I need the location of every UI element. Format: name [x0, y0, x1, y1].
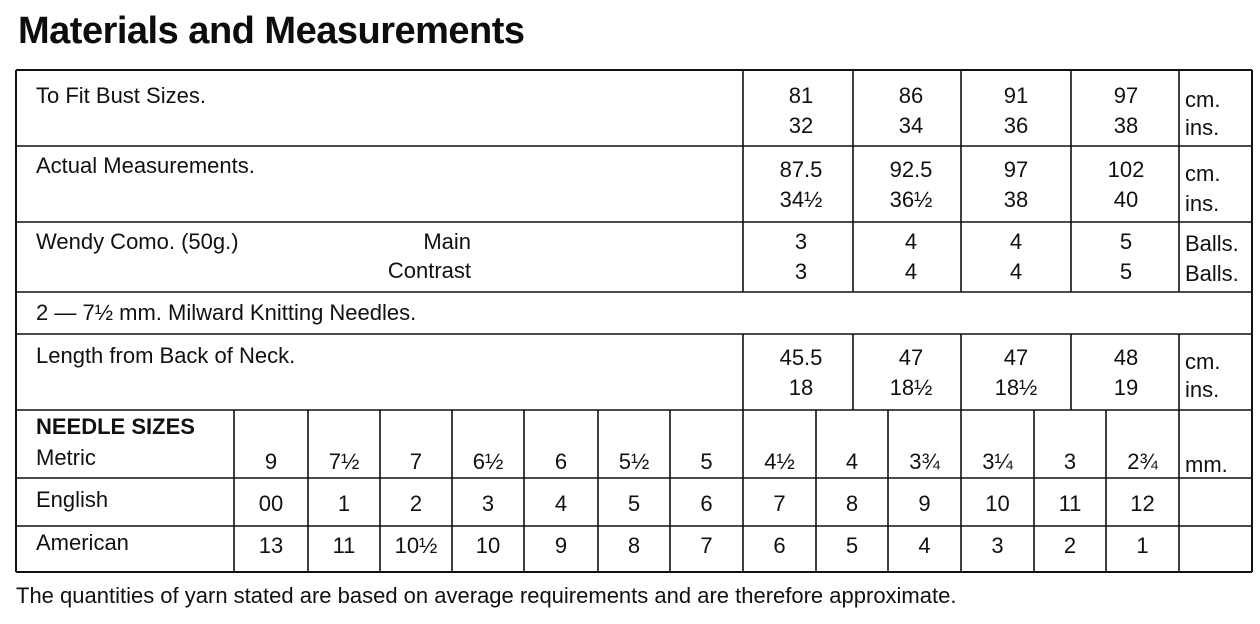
- yarn-contrast-2: 4: [904, 259, 918, 284]
- length-label: Length from Back of Neck.: [36, 343, 296, 368]
- actual-cm-3: 97: [1003, 157, 1029, 182]
- needle-metric-10: 3¾: [909, 449, 940, 474]
- needle-american-13: 1: [1136, 533, 1149, 558]
- yarn-contrast-1: 3: [794, 259, 808, 284]
- actual-unit-ins: ins.: [1185, 191, 1220, 216]
- length-unit-cm: cm.: [1185, 349, 1221, 374]
- materials-table: [16, 70, 1252, 572]
- yarn-main-3: 4: [1009, 229, 1023, 254]
- needle-english-13: 12: [1130, 491, 1155, 516]
- needle-english-8: 7: [773, 491, 786, 516]
- needle-metric-11: 3¼: [982, 449, 1013, 474]
- needle-metric-12: 3: [1063, 449, 1077, 474]
- yarn-unit-contrast: Balls.: [1185, 261, 1239, 286]
- bust-cm-1: 81: [788, 83, 814, 108]
- needle-metric-9: 4: [845, 449, 859, 474]
- bust-ins-2: 34: [898, 113, 924, 138]
- bust-cm-2: 86: [898, 83, 924, 108]
- length-cm-3: 47: [1003, 345, 1029, 370]
- page-title: Materials and Measurements: [18, 10, 525, 52]
- bust-sizes-label: To Fit Bust Sizes.: [36, 83, 206, 108]
- needle-american-7: 7: [700, 533, 713, 558]
- needle-metric-13: 2¾: [1127, 449, 1158, 474]
- needle-metric-1: 9: [264, 449, 278, 474]
- needle-metric-3: 7: [409, 449, 423, 474]
- length-ins-1: 18: [788, 375, 814, 400]
- needle-english-10: 9: [918, 491, 931, 516]
- bust-cm-4: 97: [1113, 83, 1139, 108]
- length-cm-4: 48: [1113, 345, 1139, 370]
- yarn-contrast-label: Contrast: [387, 258, 471, 283]
- needle-english-11: 10: [985, 491, 1010, 516]
- bust-ins-3: 36: [1003, 113, 1029, 138]
- needle-metric-4: 6½: [472, 449, 504, 474]
- needle-english-6: 5: [627, 491, 641, 516]
- needle-english-7: 6: [700, 491, 713, 516]
- needle-english-4: 3: [481, 491, 495, 516]
- yarn-main-1: 3: [794, 229, 808, 254]
- needle-english-3: 2: [409, 491, 423, 516]
- needle-american-2: 11: [332, 533, 356, 558]
- actual-ins-3: 38: [1003, 187, 1029, 212]
- needle-metric-8: 4½: [764, 449, 795, 474]
- needle-english-1: 00: [258, 491, 284, 516]
- length-unit-ins: ins.: [1185, 377, 1220, 402]
- yarn-main-label: Main: [423, 229, 471, 254]
- yarn-main-2: 4: [904, 229, 918, 254]
- needle-american-6: 8: [627, 533, 641, 558]
- bust-unit-ins: ins.: [1185, 115, 1220, 140]
- actual-cm-4: 102: [1107, 157, 1145, 182]
- needle-american-4: 10: [475, 533, 501, 558]
- actual-cm-2: 92.5: [889, 157, 933, 182]
- length-cm-2: 47: [898, 345, 924, 370]
- needle-american-12: 2: [1063, 533, 1077, 558]
- bust-ins-4: 38: [1113, 113, 1139, 138]
- needle-english-label: English: [36, 487, 109, 512]
- needle-sizes-title: NEEDLE SIZES: [36, 414, 195, 439]
- needle-english-2: 1: [337, 491, 351, 516]
- needle-american-label: American: [36, 530, 129, 555]
- needle-metric-7: 5: [700, 449, 713, 474]
- bust-ins-1: 32: [788, 113, 814, 138]
- bust-unit-cm: cm.: [1185, 87, 1221, 112]
- needle-metric-unit: mm.: [1185, 452, 1228, 477]
- needle-american-1: 13: [258, 533, 284, 558]
- needle-english-9: 8: [845, 491, 859, 516]
- needle-american-9: 5: [845, 533, 859, 558]
- length-ins-3: 18½: [994, 375, 1038, 400]
- needle-american-3: 10½: [394, 533, 438, 558]
- length-ins-4: 19: [1113, 375, 1139, 400]
- actual-unit-cm: cm.: [1185, 161, 1221, 186]
- needle-american-8: 6: [773, 533, 786, 558]
- yarn-main-4: 5: [1119, 229, 1133, 254]
- needle-american-5: 9: [554, 533, 568, 558]
- actual-cm-1: 87.5: [779, 157, 823, 182]
- bust-cm-3: 91: [1003, 83, 1029, 108]
- footnote: The quantities of yarn stated are based on average requirements and are therefore approximate.: [16, 583, 957, 608]
- needle-american-11: 3: [991, 533, 1004, 558]
- yarn-unit-main: Balls.: [1185, 231, 1239, 256]
- needle-metric-5: 6: [554, 449, 568, 474]
- actual-ins-1: 34½: [779, 187, 823, 212]
- yarn-contrast-3: 4: [1009, 259, 1023, 284]
- actual-measurements-label: Actual Measurements.: [36, 153, 255, 178]
- length-cm-1: 45.5: [779, 345, 823, 370]
- yarn-label: Wendy Como. (50g.): [36, 229, 239, 254]
- needle-english-5: 4: [554, 491, 568, 516]
- needle-metric-2: 7½: [328, 449, 360, 474]
- needles-label: 2 — 7½ mm. Milward Knitting Needles.: [36, 300, 417, 325]
- actual-ins-4: 40: [1113, 187, 1139, 212]
- yarn-contrast-4: 5: [1119, 259, 1133, 284]
- actual-ins-2: 36½: [889, 187, 933, 212]
- needle-metric-label: Metric: [36, 445, 96, 470]
- length-ins-2: 18½: [889, 375, 933, 400]
- needle-metric-6: 5½: [618, 449, 650, 474]
- needle-american-10: 4: [918, 533, 931, 558]
- needle-english-12: 11: [1058, 491, 1082, 516]
